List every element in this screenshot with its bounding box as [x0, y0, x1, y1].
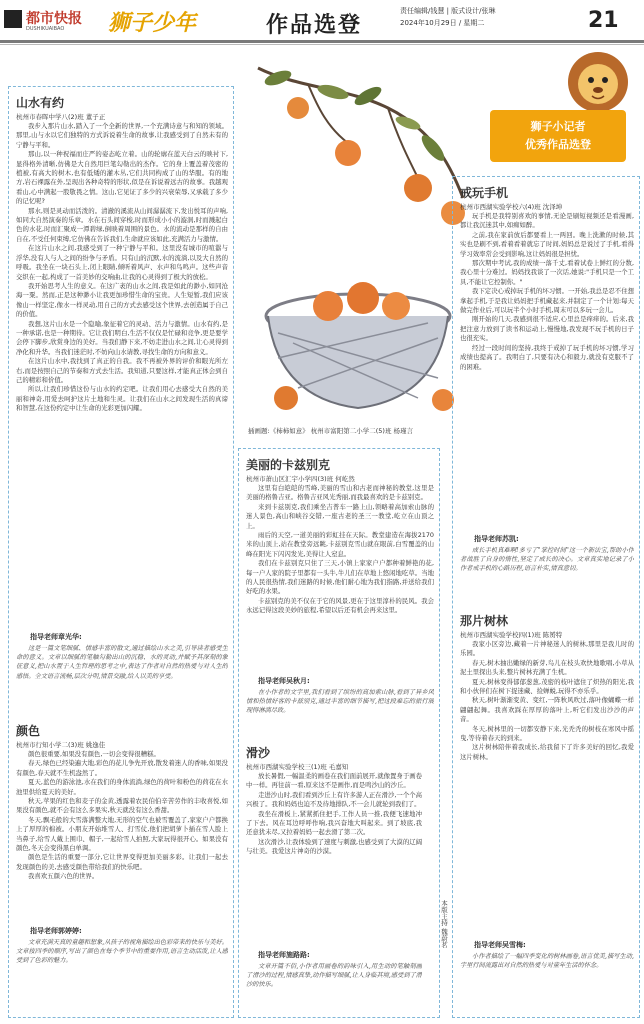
teacher-comment: 文章开篇不俗,小作者用画卷的韵味引入,用生动的笔触刻画了滑沙的过程,情感真挚,动作描写细腻,让人身临其境,感受到了滑沙的快乐。 [246, 963, 422, 989]
paragraph: 冬天,树林里的一切都安静下来,光秃秃的树枝在寒风中摇曳,等待着春天的到来。 [460, 724, 634, 743]
badge-title: 狮子小记者 [530, 120, 586, 133]
persimmon-painting [238, 48, 474, 424]
paragraph: 这片树林陪伴着我成长,给我留下了许多美好的回忆,我爱这片树林。 [460, 743, 634, 761]
comment-kazbegi [246, 688, 434, 730]
paragraph: 我开始思考人生的意义。在这广袤的山水之间,我是如此的渺小,如同沧海一粟。然而,正是这种渺小让我更加珍惜生命的宝贵。人生短暂,我们应该像山一样坚定,像水一样灵动,用自己的方式去感受这个世界,去创造属于自己的价值。 [16, 281, 228, 319]
paragraph: 走进沙山时,我们看到沙丘上有许多游人正在滑沙,一个个高兴极了。我和妈妈也迫不及待地排队,不一会儿就轮到我们了。 [246, 790, 422, 809]
paragraph: 经过一段时间的坚持,我终于戒掉了玩手机的坏习惯,学习成绩也提高了。我明白了,只要有决心和毅力,就没有克服不了的困难。 [460, 343, 634, 371]
comment-title-yanse: 指导老师郭婷婷: [30, 927, 82, 935]
paragraph: 颜色是生活的重要一部分,它让世界变得更加美丽多彩。让我们一起去发现颜色的美,去感受颜色带给我们的快乐吧。 [16, 853, 228, 871]
article-byline-yanse: 杭州市行知小学二(3)班 姚逸佳 [16, 741, 106, 749]
paragraph: 颜色很重要,如果没有颜色,一切会变得很糟糕。 [28, 750, 160, 758]
article-byline-shanshui: 杭州市春晖中学八(2)班 董子正 [16, 113, 106, 121]
article-byline-huasha: 杭州市西湖实验学校三(1)班 毛嘉知 [246, 763, 349, 771]
paragraph: 在这片山水中,我找到了真正的自我。我不再被外界的评价和眼光所左右,而是按照自己的节奏和方式去生活。我知道,只要这样,才能真正体会到自己的精彩和价值。 [16, 357, 228, 384]
badge-subtitle: 优秀作品选登 [525, 138, 591, 151]
paragraph: 那次期中考试,我的成绩一落千丈,看着试卷上鲜红的分数,我心里十分难过。妈妈找我谈了一次话,她说:"手机只是一个工具,不能让它控制你。" [460, 259, 634, 286]
persimmon-fruit [287, 97, 309, 119]
article-body-phone [460, 212, 634, 522]
article-body-yanse [16, 750, 228, 916]
newspaper-logo-icon [4, 10, 22, 28]
paragraph: 我家小区旁边,藏着一片神秘迷人的树林,那里是我儿时的乐园。 [460, 640, 634, 658]
article-body-shanshui [16, 122, 228, 617]
article-body-kazbegi [246, 484, 434, 668]
paragraph: 刚开始的几天,我感到很不适应,心里总是痒痒的。后来,我把注意力放到了读书和运动上,慢慢地,我发现不玩手机的日子也很充实。 [460, 315, 634, 343]
comment-yanse [16, 938, 228, 1010]
paragraph: 来到卡兹别克,我们乘坐吉普车一路上山,领略着高加索山脉的迷人景色,高山和峡谷交错,一座古老的圣三一教堂,屹立在山顶之上。 [246, 502, 434, 530]
article-body-forest [460, 640, 634, 930]
paragraph: 夏天,树林变得郁郁葱葱,茂密的枝叶遮住了炽热的阳光,我和小伙伴们在树下捉迷藏、捡蝉蜕,玩得不亦乐乎。 [460, 677, 634, 696]
persimmon-fruit [335, 140, 361, 166]
paragraph: 夏天,蓝色的游泳池,水在我们的身体流淌,绿色的荷叶和粉色的荷花在水池里供给夏天的美好。 [16, 778, 228, 796]
teacher-comment: 成长手机真难啊!多亏了"掌控时间"这一个新法宝,帮助小作者战胜了自身的惰性,坚定了成长的决心。文章真实地记录了小作者戒手机的心路历程,语言朴实,情真意切。 [460, 547, 634, 573]
editor-line: 责任编辑/钱慧 | 版式设计/张琳 [400, 7, 496, 15]
newspaper-logo-subtitle: DUSHIKUAIBAO [26, 26, 65, 32]
paragraph: 我想,这片山水是一个隐喻,象征着它的灵动、活力与激情。山水有约,是一种承诺,也是一种期待。它让我们明白,生活不仅仅是忙碌和竞争,更是要学会停下脚步,欣赏身边的美好。当我们静下来,不妨走进山水之间,让心灵得到净化和升华。当我们迷茫时,不妨向山水请教,寻找生命的方向和意义。 [16, 319, 228, 356]
persimmon-fruit [347, 282, 379, 314]
newspaper-logo-text: 都市快报 [26, 11, 82, 27]
teacher-comment: 在小作者的文字里,我们看到了缤纷的高加索山脉,看到了异乡风情和热情好客的卡兹别克,通过丰富的细节描写,把这段难忘的旅行展现得淋漓尽致。 [246, 689, 434, 715]
paragraph: 雨后的天空,一道美丽的彩虹挂在天际。教堂建造在海拔2170米的山顶上,站在教堂旁远眺,卡兹别克雪山就在眼前,白雪覆盖的山峰在阳光下闪闪发光,美得让人窒息。 [246, 531, 434, 558]
article-byline-forest: 杭州市西湖实验学校四(1)班 陈赟特 [460, 631, 563, 639]
comment-huasha [246, 962, 422, 1012]
paragraph: 卡兹别克的美不仅在于它的风景,更在于这里淳朴的民风。我会永远记得这段美妙的旅程,希望以后还有机会再来这里。 [246, 596, 434, 615]
paragraph: 我们在卡兹别克只住了三天,小镇上家家户户都种着鲜艳的花,每一户人家的院子里都有一头牛,牛儿们在草地上悠闲地吃草。当地的人民很热情,我们迷路的时候,他们耐心地为我们指路,并送给我们好吃的水果。 [246, 559, 434, 596]
article-title-kazbegi: 美丽的卡兹别克 [246, 458, 331, 472]
article-title-forest: 那片树林 [460, 614, 509, 628]
teacher-comment: 小作者描绘了一幅四季变化的树林画卷,语言优美,描写生动,字里行间流露出对自然的热爱与对童年生活的怀念。 [460, 953, 634, 970]
article-title-shanshui: 山水有约 [16, 96, 65, 110]
date-line: 2024年10月29日 / 星期二 [400, 19, 485, 27]
paragraph: 春天,绿色已经染遍大地,彩色的花儿争先开放,散发着迷人的香味,如果没有颜色,春天就不生机盎然了。 [16, 759, 228, 777]
comment-title-shanshui: 指导老师章光华: [30, 633, 82, 641]
header-rule-thin [0, 44, 644, 45]
paragraph: 那山,以一种祝福而庄严的姿态屹立着。山的轮廓在蓝天白云的映衬下,显得格外清晰,仿佛是大自然用巨笔勾勒出的杰作。它的身上覆盖着茂密的植被,有高大的树木,也有低矮的灌木丛,它们共同构成了山的华服。有的地方,岩石裸露在外,呈现出各种奇特的形状,似是在诉说着远古的故事。我越观看山,心中满起一股敬畏之情。这山,它见证了多少的兴衰荣辱,又承载了多少的记忆呢? [16, 150, 228, 206]
comment-title-forest: 指导老师吴雪梅: [474, 941, 526, 949]
article-title-phone: 戒玩手机 [460, 186, 509, 200]
article-byline-kazbegi: 杭州市萧山区汇宇小学四(3)班 何屹然 [246, 475, 355, 483]
paragraph: 在这片山水之间,我感受到了一种宁静与平和。这里没有城市的喧嚣与浮华,没有人与人之间的纷争与矛盾。只有山的沉默,水的流淌,以及大自然的呼吸。我坐在一块石头上,闭上眼睛,倾听着风声、水声和鸟鸣声。这些声音交织在一起,构成了一首美妙的交响曲,让我的心灵得到了极大的放松。 [16, 244, 228, 281]
lion-mascot-icon [560, 48, 636, 116]
teacher-comment: 文章充满天真的童趣和想象,从孩子的视角描绘出色彩带来的快乐与美好。文章按四季的顺序,写出了颜色在每个季节中的重要作用,语言生动活泼,让人感受到了色彩的魅力。 [16, 939, 228, 965]
header-rule [0, 40, 644, 43]
column-brand-title: 狮子少年 [108, 10, 197, 36]
article-body-huasha [246, 772, 422, 936]
teacher-comment: 这是一篇文笔细腻、情感丰富的散文,通过描绘山水之美,引导读者感受生命的意义。文章以细腻的笔触勾勒出山的沉稳、水的灵动,并赋予其深刻的象征意义,把山水置于人生哲理的思考之中,表达了作者对自然的热爱与对人生的感悟。全文语言流畅,层次分明,情景交融,给人以美的享受。 [16, 645, 228, 680]
paragraph: 之前,我在家前放后都要看上一两回。晚上洗漱的时候,其实也是刷不到,看着看着就忘了时间,妈妈总是说过了手机,看得学习效率常会受到影响,这让妈妈很是担忧。 [460, 230, 634, 258]
comment-title-phone: 指导老师苏凯: [474, 535, 519, 543]
paragraph: 秋天,苹果的红色和麦子的金黄,透露着农民伯伯辛苦劳作的丰收喜悦,如果没有颜色,就不会有这么多果实,秋天就没有这么香甜。 [16, 797, 228, 815]
paragraph: 我步入那片山水,踏入了一个全新的世界,一个充满诗意与和知的领域。那里,山与水以它们独特的方式诉说着生命的故事,让我感受到了自然未有的宁静与平和。 [16, 122, 228, 149]
paragraph: 放长暑假,一幅温柔的画卷在我们面前展开,就像置身于画卷中一样。再往前一看,原来这不是画作,而是鸣沙山的沙丘。 [246, 772, 422, 790]
paragraph: 冬天,飘毛般的大雪落满整大地,无形的空气也被雪覆盖了,家家户户都换上了厚厚的棉被。小朋友开始堆雪人、打雪仗,他们把胡萝卜插在雪人脸上当鼻子,给雪人戴上围巾、帽子,一起给雪人拍照,大家玩得很开心。如果没有颜色,冬天会变得黑白单调。 [16, 815, 228, 853]
page-host-credit: 本版主持 魏蔚茗 [440, 900, 448, 948]
paragraph: 这次滑沙,让我体验到了速度与刺激,也感受到了大漠的辽阔与壮美。我爱这片神奇的沙漠。 [246, 837, 422, 856]
article-title-huasha: 滑沙 [246, 746, 271, 760]
comment-shanshui [16, 644, 228, 706]
paragraph: 那水,则是灵动而活泼的。清澈的溪流从山间潺潺流下,发出悦耳的声响,如同大自然演奏的乐章。水在石头间穿梭,时而形成小小的漩涡,时而溅起白色的水花,时而汇聚成一潭碧绿,倒映着周围的景色。水的流动是那样的自由自在,不受任何束缚,它仿佛在告诉我们,生命就应该如此,充满活力与激情。 [16, 206, 228, 243]
persimmon-fruit [382, 292, 410, 320]
paragraph: 秋天,树叶渐渐变黄、变红,一阵秋风吹过,落叶像蝴蝶一样翩翩起舞。我喜欢踩在厚厚的落叶上,听它们发出沙沙的声音。 [460, 696, 634, 724]
comment-title-huasha: 指导老师施路路: [258, 951, 310, 959]
paragraph: 这里有白皑皑的雪峰,美丽的雪山和古老而神秘的教堂,这里是美丽的格鲁吉亚。格鲁吉亚风光秀丽,而我最喜欢的是卡兹别克。 [246, 484, 434, 502]
article-byline-phone: 杭州市西湖实验学校六(4)班 沈泽坤 [460, 203, 563, 211]
paragraph: 我喜欢五颜六色的世界。 [28, 872, 99, 881]
comment-phone [460, 546, 634, 598]
paragraph: 我下定决心戒掉玩手机的坏习惯。一开始,我总是忍不住想拿起手机,于是我让妈妈把手机藏起来,并制定了一个计划:每天做完作业后,可以玩半个小时手机,周末可以多玩一会儿。 [460, 287, 634, 315]
article-title-yanse: 颜色 [16, 724, 41, 738]
comment-title-kazbegi: 指导老师吴秋月: [258, 677, 310, 685]
painting-caption: 插画题:《柿柿如意》 杭州市富阳第二小学二(5)班 杨瑾言 [248, 427, 414, 435]
persimmon-fruit [432, 389, 454, 411]
paragraph: 春天,树木抽出嫩绿的新芽,鸟儿在枝头欢快地歌唱,小草从泥土里探出头来,整片树林充满了生机。 [460, 658, 634, 677]
comment-forest [460, 952, 634, 1012]
persimmon-fruit [313, 291, 343, 321]
paragraph: 所以,让我们珍惜这份与山水的约定吧。让我们用心去感受大自然的美丽和神奇,用爱去呵护这片土地和生灵。让我们在山水之间发现生活的真谛和智慧,在这份约定中让生命的光彩更加闪耀。 [16, 385, 228, 413]
page-title: 作品选登 [266, 12, 363, 38]
paragraph: 玩手机是我特别喜欢的事情,无论是刷短视频还是看漫画,都让我沉迷其中,如痴如醉。 [460, 212, 634, 230]
persimmon-fruit [274, 386, 298, 410]
persimmon-fruit [404, 174, 432, 202]
page-number: 21 [588, 8, 619, 33]
paragraph: 我坐在滑板上,紧紧抓住把手,工作人员一推,我便飞速地冲了下去。风在耳边呼呼作响,我兴奋地大叫起来。到了坡底,我还意犹未尽,又拉着妈妈一起去滑了第二次。 [246, 809, 422, 837]
